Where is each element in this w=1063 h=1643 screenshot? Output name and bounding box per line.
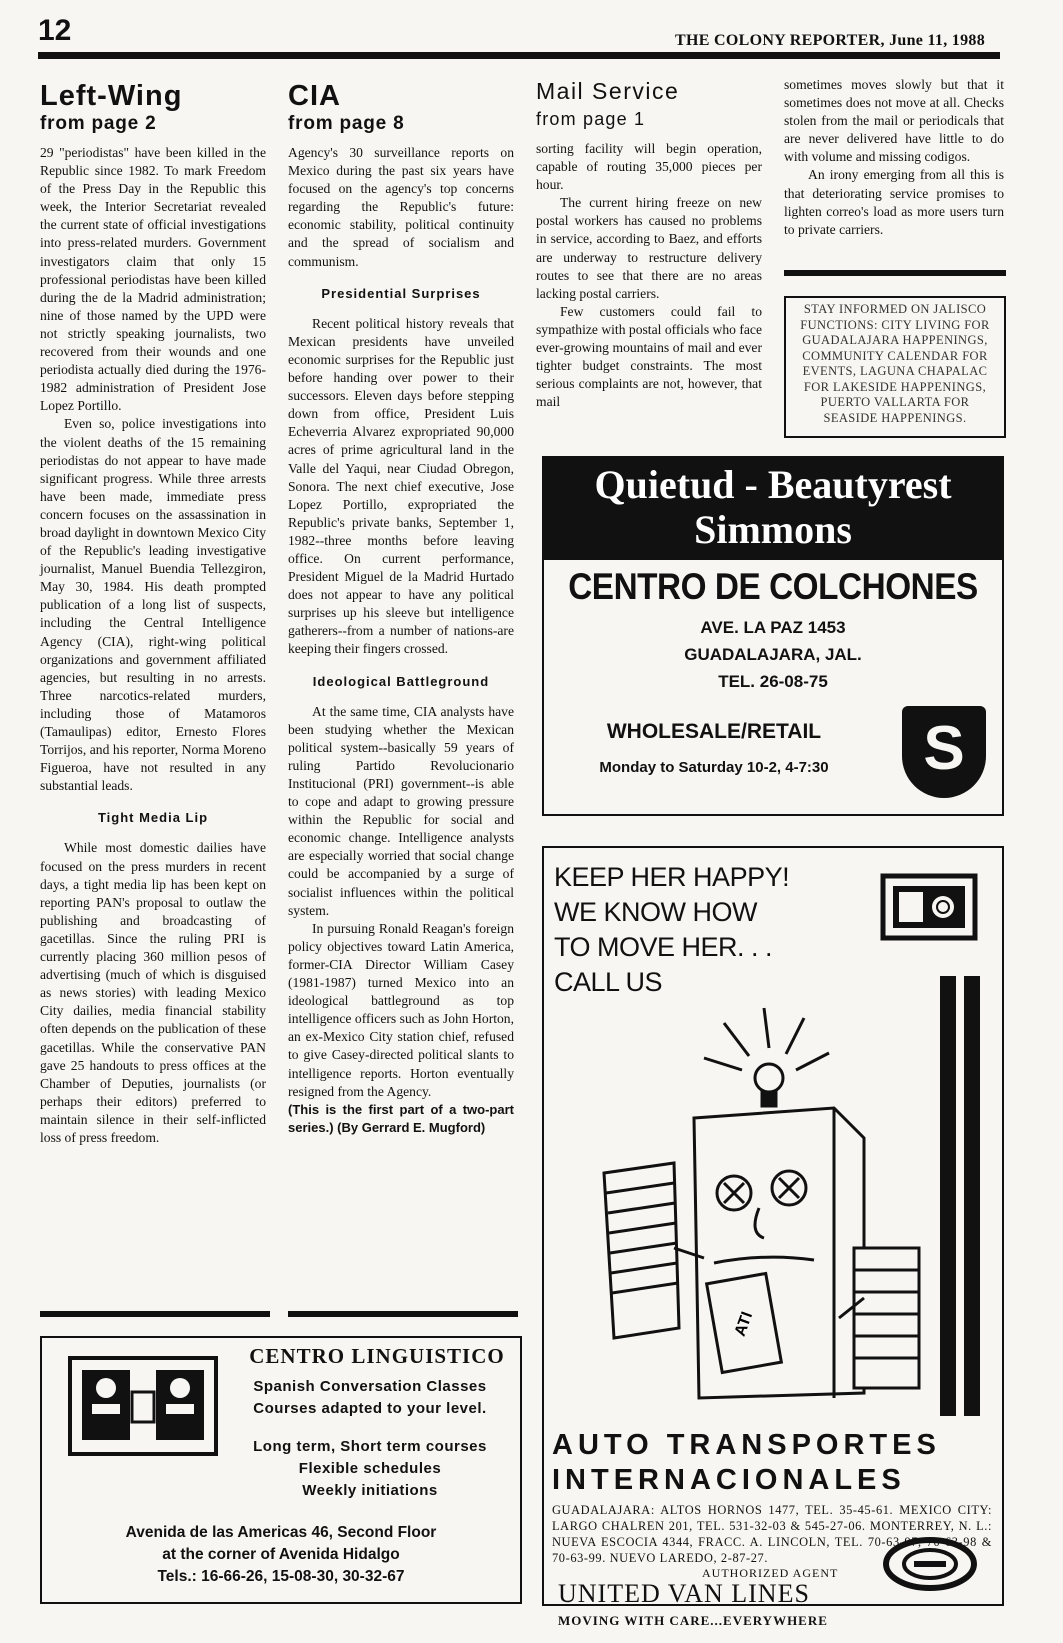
slogan-line: WE KNOW HOW [554,897,757,927]
slogan-line: KEEP HER HAPPY! [554,862,790,892]
company-name-line1: AUTO TRANSPORTES [552,1429,941,1461]
store-address: AVE. LA PAZ 1453 [700,618,846,637]
course-line: Long term, Short term courses [253,1438,487,1455]
brand-banner [544,458,1002,560]
article-continued: from page 1 [536,109,646,129]
subheading: Ideological Battleground [312,673,490,689]
paragraph: sorting facility will begin operation, capable of routing 35,000 pieces per hour. [536,141,762,193]
paragraph: Few customers could fail to sympathize with postal officials who face ever-growing mountains of mail and ever tighter budget constraints. The most serious complaints are not, however, that mail [536,303,762,410]
decorative-bar [964,976,980,1416]
article-title: Mail Service [536,78,680,104]
subheading: Tight Media Lip [97,810,209,826]
slogan-line: CALL US [554,967,663,997]
paragraph: Even so, police investigations into the violent deaths of the 15 remaining periodistas do not appear to have made significant progress. While three arrests have been made, immediate press concern focuses on the assassination in broad daylight in downtown Mexico City of the Republic's leading investigative journalist, Manuel Buendia Tellezgiron, May 30, 1984. His death prompted publication of a long list of suspects, including the Central Intelligence Agency (CIA), right-wing political organizations and government affiliated agencies, but resulting in no arrests. Three narcotics-related murders, including those of Matamoros (Tamaulipas) editor, Ernesto Flores Torrijos, and his reporter, Norma Moreno Figueroa, have not resulted in any substantial leads. [40,416,266,794]
paragraph: 29 "periodistas" have been killed in the Republic since 1982. To mark Freedom of the Press Day in the Republic this week, the Interior Secretariat revealed the current state of official investigations into press-related murders. Government investigators claim that only 15 professional periodistas have been killed during the de la Madrid administration; nine of those named by the UPD were not strictly speaking journalists, two recovered from their wounds and one periodista actually died during the 1976-1982 administration of President Jose Lopez Portillo. [40,145,266,414]
store-city: GUADALAJARA, JAL. [684,645,862,664]
column-rule [288,1311,518,1317]
simmons-logo-letter: S [923,714,965,783]
page-number: 12 [38,14,72,47]
column-rule [40,1311,270,1317]
school-address: at the corner of Avenida Hidalgo [162,1546,400,1563]
truck-icon [879,872,979,942]
authorized-agent: AUTHORIZED AGENT [702,1566,839,1580]
article-mail-service [536,76,762,411]
sales-type: WHOLESALE/RETAIL [606,720,822,743]
decorative-bar [940,976,956,1416]
article-continued: from page 2 [40,113,157,134]
article-title: Left-Wing [40,80,183,112]
truck-label: ATI [731,1309,757,1339]
subheading: Presidential Surprises [321,285,481,301]
slogan-line: TO MOVE HER. . . [554,932,773,962]
united-van-lines-logo-icon [880,1534,980,1594]
course-line: Flexible schedules [298,1460,442,1477]
paragraph: Agency's 30 surveillance reports on Mexico during the past six years have focused on the agency's top concerns regarding the Republic's future: economic stability, political continuity and the spread of socialism and communism. [288,145,514,269]
column-rule [784,270,1006,276]
article-left-wing [40,80,266,1147]
centro-linguistico-ad [40,1336,522,1604]
brand-simmons: Simmons [694,507,852,552]
paragraph: In pursuing Ronald Reagan's foreign policy objectives toward Latin America, former-CIA Director William Casey (1981-1987) turned Mexico into an ideological battleground as top intelligence officers such as John Horton, an ex-Mexico City station chief, refused to give Casey-directed political slants to intelligence reports. Horton eventually resigned from the Agency. [288,920,514,1099]
stay-informed-box [784,296,1006,438]
brand-name: Quietud - Beautyrest [594,462,952,507]
store-name: CENTRO DE COLCHONES [568,566,978,607]
store-hours: Monday to Saturday 10-2, 4-7:30 [599,759,829,776]
van-lines-ad [542,846,1004,1628]
company-addresses: GUADALAJARA: ALTOS HORNOS 1477, TEL. 35-45-61. MEXICO CITY: LARGO CHALREN 201, TEL. 531-32-03 & 545-27-06. MONTERREY, N. L.: NUEVA ESCOCIA 4344, FRACC. A. LINCOLN, TEL. 70-63-97, 70-63-98 & 70-63-99. NUEVO LAREDO, 2-87-27. [552,1503,992,1565]
school-phones: Tels.: 16-66-26, 15-08-30, 30-32-67 [157,1568,405,1585]
article-continued: from page 8 [288,113,405,134]
aztec-figures-icon [68,1356,218,1456]
paper-date: THE COLONY REPORTER, June 11, 1988 [675,32,985,49]
article-title: CIA [288,80,341,112]
mover-cartoon-illustration [564,998,934,1418]
paragraph: At the same time, CIA analysts have been studying whether the Mexican political system--basically 59 years of ruling Partido Revolucionario Institucional (PRI) government--is able to cope and adapt to growing pressure within the Republic for social and economic change. Intelligence analysts are especially worried that social change could be accompanied by a surge of socialist influences within the political system. [288,703,514,918]
paragraph: Recent political history reveals that Mexican presidents have unveiled economic surprises for the Republic just before handing over power to their successors. Eleven days before stepping down from office, President Luis Echeverria Alvarez expropriated 90,000 acres of prime agricultural land in the Valle del Yaqui, near Ciudad Obregon, Sonora. The next chief executive, Jose Lopez Portillo, expropriated the Republic's private banks, September 1, 1982--three months before leaving office. On current performance, President Miguel de la Madrid Hurtado does not appear to have any political surprises up his sleeve but intelligence gatherers--from a number of nations-are keeping their fingers crossed. [288,315,514,657]
series-note: (This is the first part of a two-part series.) (By Gerrard E. Mugford) [288,1101,514,1135]
simmons-logo [902,706,986,798]
paragraph: An irony emerging from all this is that deteriorating service promises to lighten correo's load as more users turn to private carriers. [784,167,1004,237]
store-phone: TEL. 26-08-75 [718,672,828,691]
masthead-rule [38,52,1000,59]
paragraph: While most domestic dailies have focused on the press murders in recent days, a tight media lip has been kept on reporting PAN's proposal to outlaw the publishing and broadcasting of gacetillas. Since the ruling PRI is currently placing 360 million pesos of advertising (much of which is disguised as news stories) with leading Mexico City dailies, media financial stability often depends on the publication of these gacetillas. While the conservative PAN gave 25 handouts to press offices at the Chamber of Deputies, journalists (or perhaps their editors) preferred to maintain silence in their self-inflicted loss of press freedom. [40,840,266,1145]
united-van-lines: UNITED VAN LINES [558,1579,810,1608]
simmons-ad [542,456,1004,816]
course-line: Weekly initiations [302,1482,438,1499]
article-cia [288,80,514,1137]
company-name-line2: INTERNACIONALES [552,1464,906,1496]
article-mail-service-cont [784,76,1004,239]
school-address: Avenida de las Americas 46, Second Floor [125,1524,437,1541]
stay-informed-text: STAY INFORMED ON JALISCO FUNCTIONS: CITY LIVING FOR GUADALAJARA HAPPENINGS, COMMUNITY CALENDAR FOR EVENTS, LAGUNA CHAPALAC FOR LAKESIDE HAPPENINGS, PUERTO VALLARTA FOR SEASIDE HAPPENINGS. [800,302,990,425]
paragraph: sometimes moves slowly but that it sometimes does not move at all. Checks stolen from the mail or periodicals that are never delivered have little to do with volume and missing codigos. [784,77,1004,165]
course-line: Spanish Conversation Classes [253,1378,487,1395]
tagline: MOVING WITH CARE...EVERYWHERE [558,1613,828,1628]
school-name: CENTRO LINGUISTICO [249,1344,505,1368]
paragraph: The current hiring freeze on new postal workers has caused no problems in service, according to Baez, and efforts are underway to restructure delivery routes to see that there are no areas lacking postal carriers. [536,195,762,301]
course-line: Courses adapted to your level. [253,1400,487,1417]
